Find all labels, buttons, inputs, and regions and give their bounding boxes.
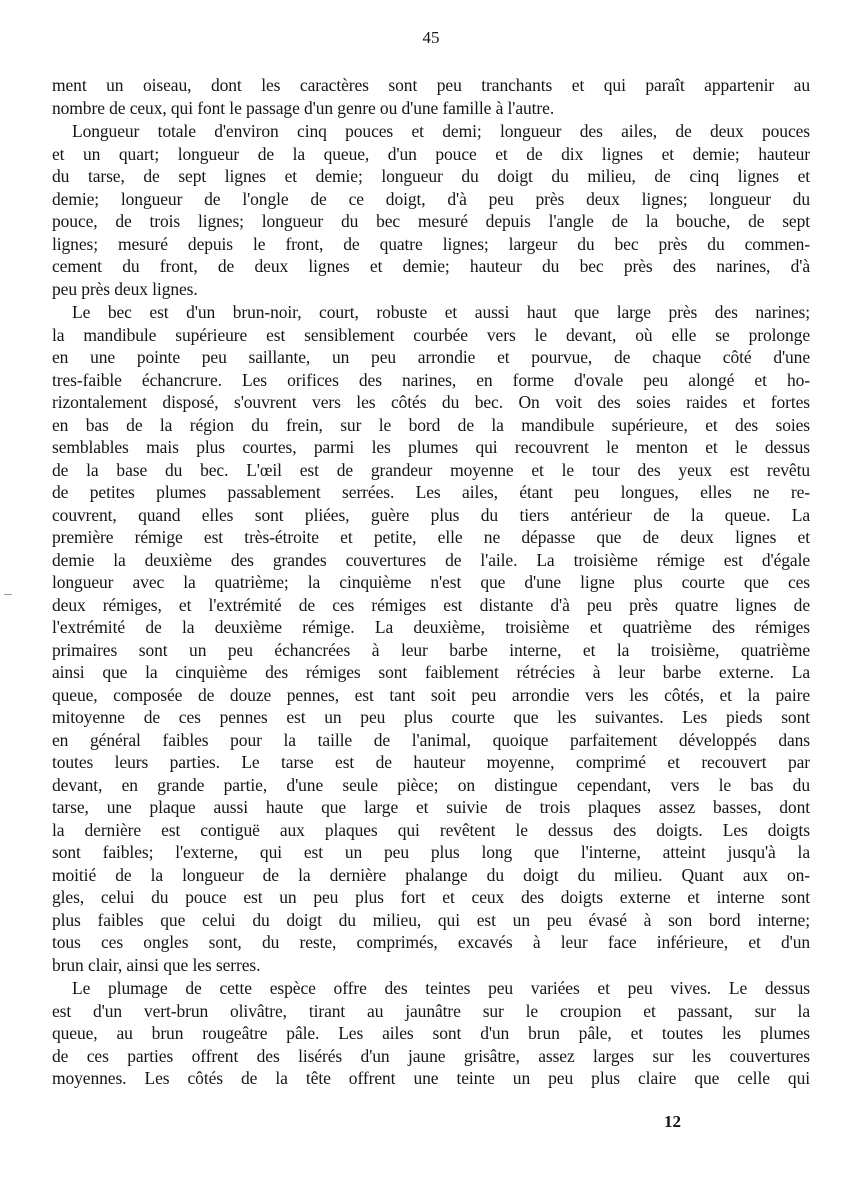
text-line: peu près deux lignes.: [52, 278, 198, 299]
text-line: ment un oiseau, dont les caractères sont peu tranchants et qui paraît appartenir au: [52, 75, 810, 95]
text-line: la mandibule supérieure est sensiblement courbée vers le devant, où elle se prolonge: [52, 324, 810, 345]
text-line: en général faibles pour la taille de l'animal, quoique parfaitement développés dans: [52, 729, 810, 750]
text-line: sont faibles; l'externe, qui est un peu plus long que l'interne, atteint jusqu'à la: [52, 842, 810, 862]
text-line: et un quart; longueur de la queue, d'un pouce et de dix lignes et demie; hauteur: [52, 143, 810, 164]
text-line: du tarse, de sept lignes et demie; longueur du doigt du milieu, de cinq lignes et: [52, 166, 810, 186]
text-line: longueur avec la quatrième; la cinquième n'est que d'une ligne plus courte que ces: [52, 572, 810, 592]
margin-mark: [4, 594, 12, 595]
text-line: l'extrémité de la deuxième rémige. La deuxième, troisième et quatrième des rémiges: [52, 617, 810, 637]
text-line: nombre de ceux, qui font le passage d'un genre ou d'une famille à l'autre.: [52, 97, 555, 118]
paragraph: [52, 301, 810, 976]
text-line: en bas de la région du frein, sur le bord de la mandibule supérieure, et des soies: [52, 414, 810, 435]
text-line: devant, en grande partie, d'une seule pièce; on distingue cependant, vers le bas du: [52, 774, 810, 795]
text-line: de petites plumes passablement serrées. Les ailes, étant peu longues, elles ne re-: [52, 482, 810, 502]
paragraph: [52, 120, 810, 300]
text-line: mitoyenne de ces pennes est un peu plus courte que les suivantes. Les pieds sont: [52, 707, 810, 727]
text-line: demie la deuxième des grandes couvertures de l'aile. La troisième rémige est d'égale: [52, 549, 810, 570]
text-line: moyennes. Les côtés de la tête offrent une teinte un peu plus claire que celle qui: [52, 1068, 810, 1088]
text-line: queue, au brun rougeâtre pâle. Les ailes sont d'un brun pâle, et toutes les plumes: [52, 1023, 810, 1043]
text-line: de la base du bec. L'œil est de grandeur moyenne et le tour des yeux est revêtu: [52, 459, 810, 480]
text-line: plus faibles que celui du doigt du milieu, qui est un peu évasé à son bord interne;: [52, 909, 810, 930]
text-line: brun clair, ainsi que les serres.: [52, 954, 261, 975]
text-line: de ces parties offrent des lisérés d'un jaune grisâtre, assez larges sur les couvertures: [52, 1045, 810, 1066]
text-line: pouce, de trois lignes; longueur du bec mesuré depuis l'angle de la bouche, de sept: [52, 211, 810, 231]
text-line: cement du front, de deux lignes et demie; hauteur du bec près des narines, d'à: [52, 256, 810, 276]
signature-mark: 12: [664, 1112, 681, 1131]
text-line: Le plumage de cette espèce offre des teintes peu variées et peu vives. Le dessus: [72, 978, 810, 998]
text-line: queue, composée de douze pennes, est tant soit peu arrondie vers les côtés, et la paire: [52, 684, 810, 705]
text-line: moitié de la longueur de la dernière phalange du doigt du milieu. Quant aux on-: [52, 864, 810, 885]
text-line: ainsi que la cinquième des rémiges sont faiblement rétrécies à leur barbe externe. La: [52, 662, 810, 682]
text-line: lignes; mesuré depuis le front, de quatre lignes; largeur du bec près du commen-: [52, 233, 810, 254]
page-number: 45: [422, 28, 440, 47]
text-line: en une pointe peu saillante, un peu arrondie et pourvue, de chaque côté d'une: [52, 347, 810, 367]
text-line: deux rémiges, et l'extrémité de ces rémiges est distante d'à peu près quatre lignes de: [52, 594, 810, 615]
text-line: est d'un vert-brun olivâtre, tirant au jaunâtre sur le croupion et passant, sur la: [52, 1000, 810, 1021]
text-line: tous ces ongles sont, du reste, comprimés, excavés à leur face inférieure, et d'un: [52, 932, 810, 952]
text-line: première rémige est très-étroite et petite, elle ne dépasse que de deux lignes et: [52, 527, 810, 547]
text-line: couvrent, quand elles sont pliées, guère plus du tiers antérieur de la queue. La: [52, 504, 810, 525]
text-line: rizontalement disposé, s'ouvrent vers les côtés du bec. On voit des soies raides et fortes: [52, 392, 810, 412]
text-line: Le bec est d'un brun-noir, court, robuste et aussi haut que large près des narines;: [72, 302, 810, 322]
text-line: toutes leurs parties. Le tarse est de hauteur moyenne, comprimé et recouvert par: [52, 752, 810, 772]
text-line: tres-faible échancrure. Les orifices des narines, en forme d'ovale peu alongé et ho-: [52, 369, 810, 390]
text-line: tarse, une plaque aussi haute que large et suivie de trois plaques assez basses, dont: [52, 797, 810, 817]
text-line: semblables mais plus courtes, parmi les plumes qui recouvrent le menton et le dessus: [52, 437, 810, 457]
paragraph: [52, 74, 810, 119]
body-text: [52, 74, 810, 1091]
text-line: Longueur totale d'environ cinq pouces et demi; longueur des ailes, de deux pouces: [72, 121, 810, 141]
text-line: la dernière est contiguë aux plaques qui revêtent le dessus des doigts. Les doigts: [52, 819, 810, 840]
text-line: gles, celui du pouce est un peu plus fort et ceux des doigts externe et interne sont: [52, 887, 810, 907]
paragraph: [52, 977, 810, 1090]
text-line: primaires sont un peu échancrées à leur barbe interne, et la troisième, quatrième: [52, 639, 810, 660]
text-line: demie; longueur de l'ongle de ce doigt, d'à peu près deux lignes; longueur du: [52, 188, 810, 209]
